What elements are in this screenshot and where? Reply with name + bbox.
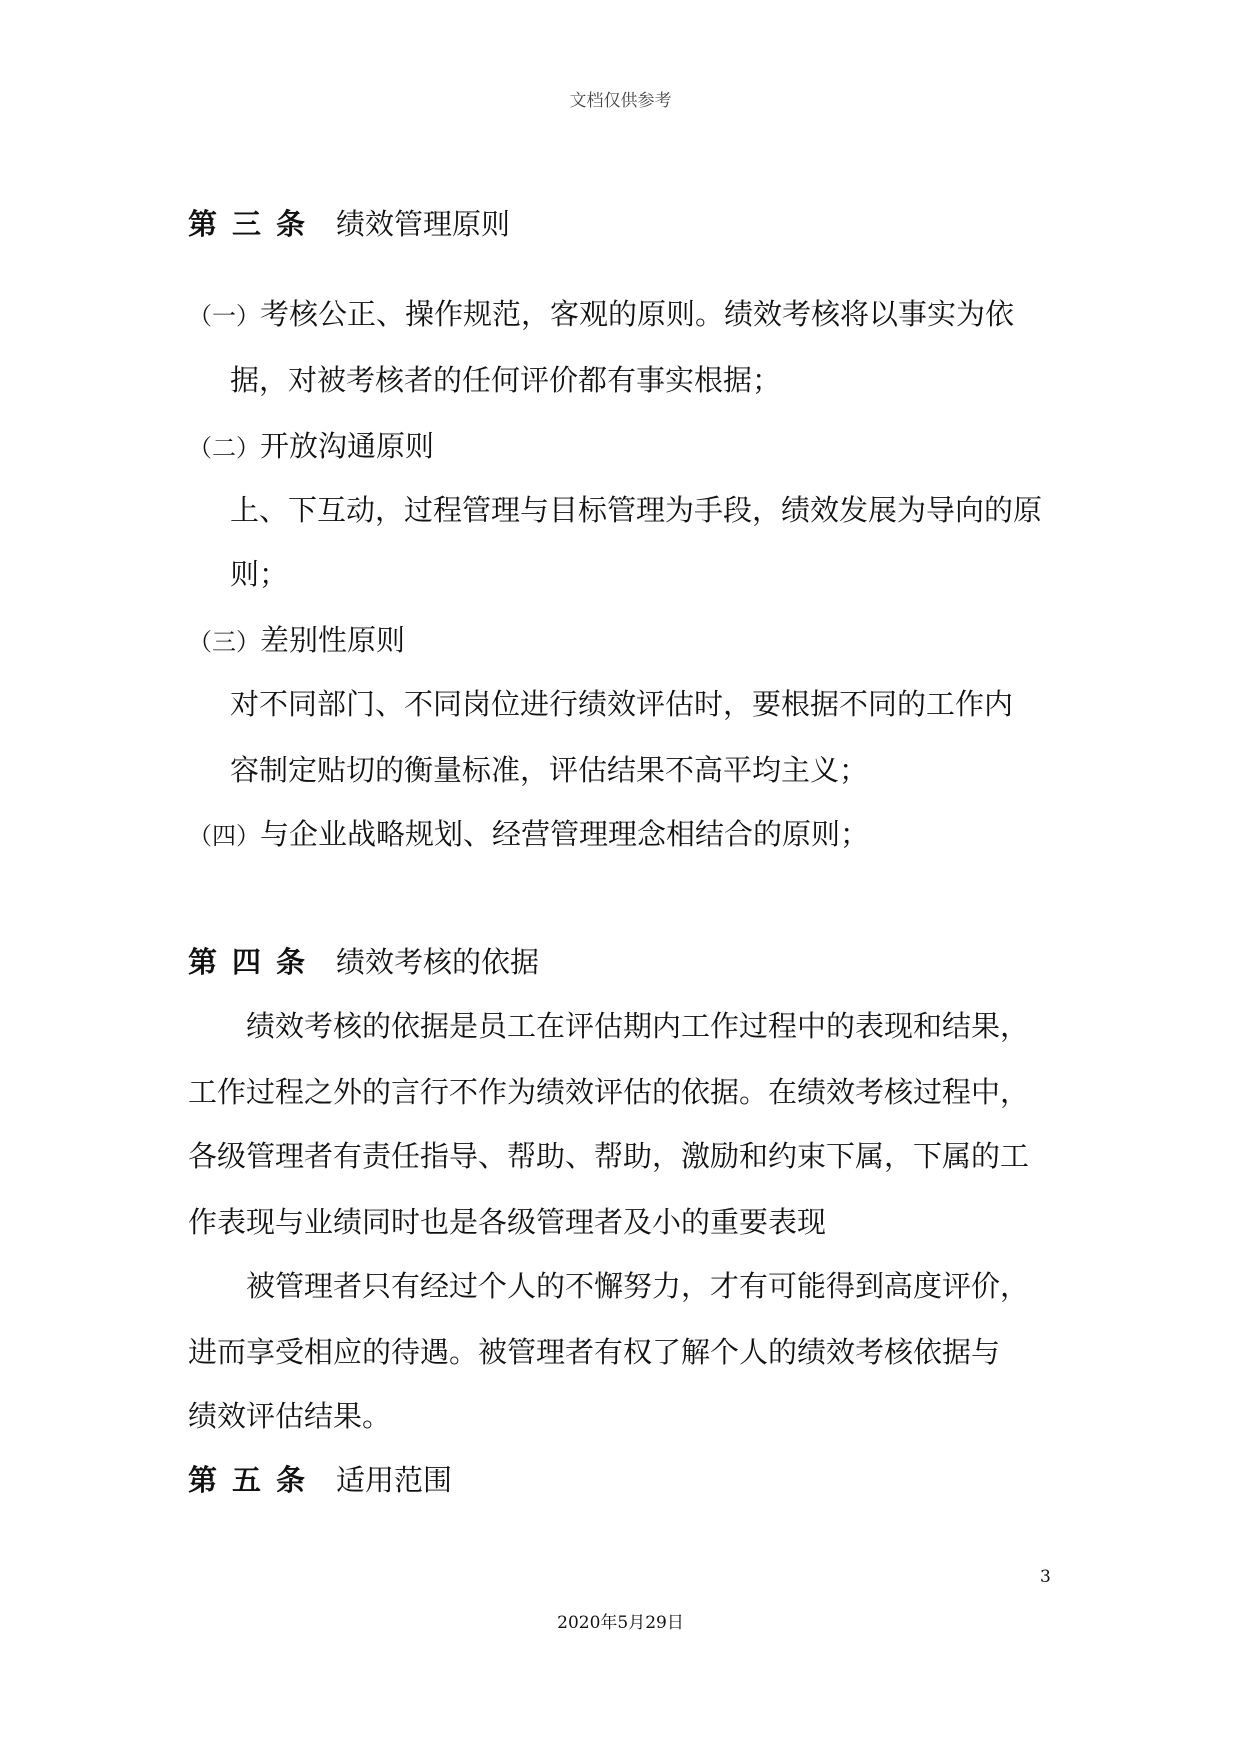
page-header: 文档仅供参考 (569, 91, 672, 111)
item-text: 考核公正、操作规范，客观的原则。绩效考核将以事实为依 (260, 297, 1015, 331)
article-4-heading (188, 944, 539, 980)
article-4-paragraph-1-line-4: 作表现与业绩同时也是各级管理者及小的重要表现 (188, 1205, 827, 1239)
article-4-paragraph-1-line-1: 绩效考核的依据是员工在评估期内工作过程中的表现和结果， (246, 1009, 1030, 1043)
article-4-paragraph-2-line-3: 绩效评估结果。 (188, 1399, 392, 1433)
page-number: 3 (1040, 1567, 1051, 1587)
article-3-item-3-detail-end: 容制定贴切的衡量标准，评估结果不高平均主义； (230, 753, 869, 787)
article-4-paragraph-2-line-2: 进而享受相应的待遇。被管理者有权了解个人的绩效考核依据与 (188, 1335, 1001, 1369)
article-5-heading (188, 1462, 452, 1498)
article-4-title: 绩效考核的依据 (336, 945, 540, 979)
article-5-number: 第五条 (188, 1463, 321, 1497)
article-3-item-3-detail: 对不同部门、不同岗位进行绩效评估时，要根据不同的工作内 (230, 687, 1014, 721)
article-3-item-3 (188, 622, 405, 660)
article-3-item-1-continuation: 据，对被考核者的任何评价都有事实根据； (230, 363, 782, 397)
article-4-paragraph-2-line-1: 被管理者只有经过个人的不懈努力，才有可能得到高度评价， (246, 1269, 1030, 1303)
page-footer-date: 2020年5月29日 (557, 1613, 684, 1633)
article-3-item-1 (188, 296, 1014, 334)
article-3-title: 绩效管理原则 (336, 207, 511, 241)
article-4-number: 第四条 (188, 945, 321, 979)
article-4-paragraph-1-line-3: 各级管理者有责任指导、帮助、帮助，激励和约束下属，下属的工 (188, 1139, 1030, 1173)
item-marker: （三） (188, 628, 260, 656)
article-5-title: 适用范围 (336, 1463, 453, 1497)
item-text: 与企业战略规划、经营管理理念相结合的原则； (260, 817, 870, 851)
item-text: 差别性原则 (260, 623, 406, 657)
article-3-number: 第三条 (188, 207, 321, 241)
article-4-paragraph-1-line-2: 工作过程之外的言行不作为绩效评估的依据。在绩效考核过程中， (188, 1075, 1030, 1109)
item-marker: （四） (188, 822, 260, 850)
article-3-item-2 (188, 428, 434, 466)
article-3-heading (188, 206, 510, 242)
item-marker: （二） (188, 434, 260, 462)
item-marker: （一） (188, 302, 260, 330)
item-text: 开放沟通原则 (260, 429, 435, 463)
article-3-item-4 (188, 816, 869, 854)
article-3-item-2-detail: 上、下互动，过程管理与目标管理为手段，绩效发展为导向的原 (230, 493, 1043, 527)
article-3-item-2-detail-end: 则； (230, 557, 289, 591)
